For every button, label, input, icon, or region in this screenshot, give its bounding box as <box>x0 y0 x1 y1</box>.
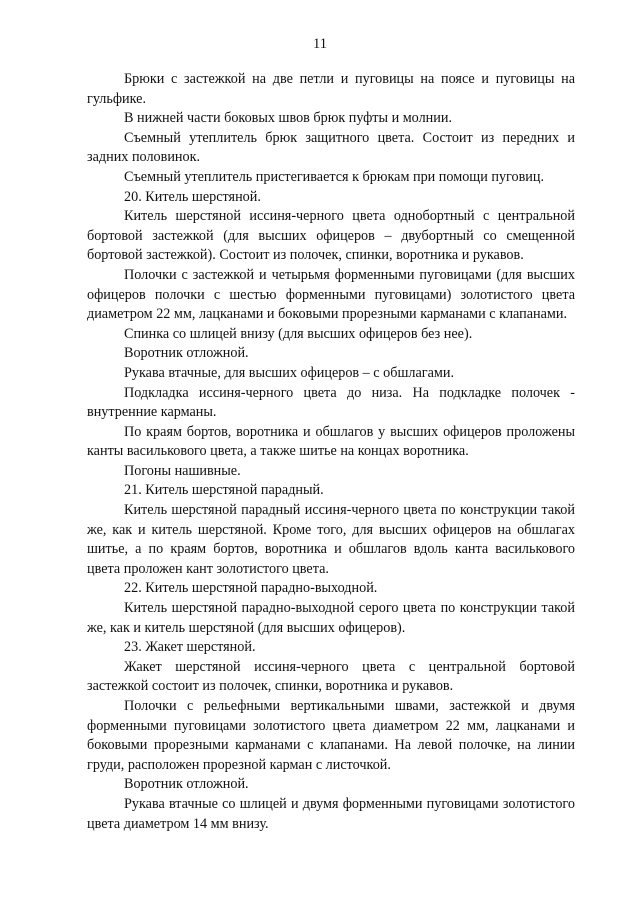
paragraph: Полочки с рельефными вертикальными швами, застежкой и двумя форменными пуговицами золотистого цвета диаметром 22 мм, лацканами и боковыми прорезными карманами с клапанами. На левой полочке, на линии груди, расположен прорезной карман с листочкой. <box>87 698 575 773</box>
paragraph: Рукава втачные, для высших офицеров – с обшлагами. <box>124 364 455 381</box>
paragraph: Съемный утеплитель брюк защитного цвета. Состоит из передних и задних половинок. <box>87 129 575 166</box>
paragraph: Спинка со шлицей внизу (для высших офицеров без нее). <box>124 325 473 342</box>
section-heading: 21. Китель шерстяной парадный. <box>124 482 324 499</box>
paragraph: Китель шерстяной иссиня-черного цвета однобортный с центральной бортовой застежкой (для высших офицеров – двубортный со смещенной бортовой застежкой). Состоит из полочек, спинки, воротника и рукавов. <box>87 208 575 264</box>
section-heading: 20. Китель шерстяной. <box>124 188 261 205</box>
paragraph: Китель шерстяной парадно-выходной серого цвета по конструкции такой же, как и китель шерстяной (для высших офицеров). <box>87 600 575 636</box>
paragraph: Полочки с застежкой и четырьмя форменными пуговицами (для высших офицеров полочки с шестью форменными пуговицами) золотистого цвета диаметром 22 мм, лацканами и боковыми прорезными карманами с клапанами. <box>87 266 575 323</box>
paragraph: Погоны нашивные. <box>124 462 241 479</box>
paragraph: Жакет шерстяной иссиня-черного цвета с центральной бортовой застежкой состоит из полочек, спинки, воротника и рукавов. <box>87 658 575 695</box>
paragraph: Брюки с застежкой на две петли и пуговицы на поясе и пуговицы на гульфике. <box>87 71 575 107</box>
document-body <box>87 70 575 834</box>
section-heading: 22. Китель шерстяной парадно-выходной. <box>124 580 378 597</box>
paragraph: Воротник отложной. <box>124 776 249 793</box>
paragraph: В нижней части боковых швов брюк пуфты и молнии. <box>124 110 452 127</box>
paragraph: Воротник отложной. <box>124 345 249 362</box>
paragraph: По краям бортов, воротника и обшлагов у высших офицеров проложены канты василькового цвета, а также шитье на концах воротника. <box>87 423 575 460</box>
paragraph: Съемный утеплитель пристегивается к брюкам при помощи пуговиц. <box>124 168 545 185</box>
paragraph: Подкладка иссиня-черного цвета до низа. На подкладке полочек - внутренние карманы. <box>87 384 575 421</box>
page-number: 11 <box>313 36 327 52</box>
paragraph: Рукава втачные со шлицей и двумя форменными пуговицами золотистого цвета диаметром 14 мм внизу. <box>87 795 575 832</box>
section-heading: 23. Жакет шерстяной. <box>124 639 256 656</box>
paragraph: Китель шерстяной парадный иссиня-черного цвета по конструкции такой же, как и китель шерстяной. Кроме того, для высших офицеров на обшлагах шитье, а по краям бортов, воротника и обшлагов вдоль канта василькового цвета проложен кант золотистого цвета. <box>87 502 575 577</box>
